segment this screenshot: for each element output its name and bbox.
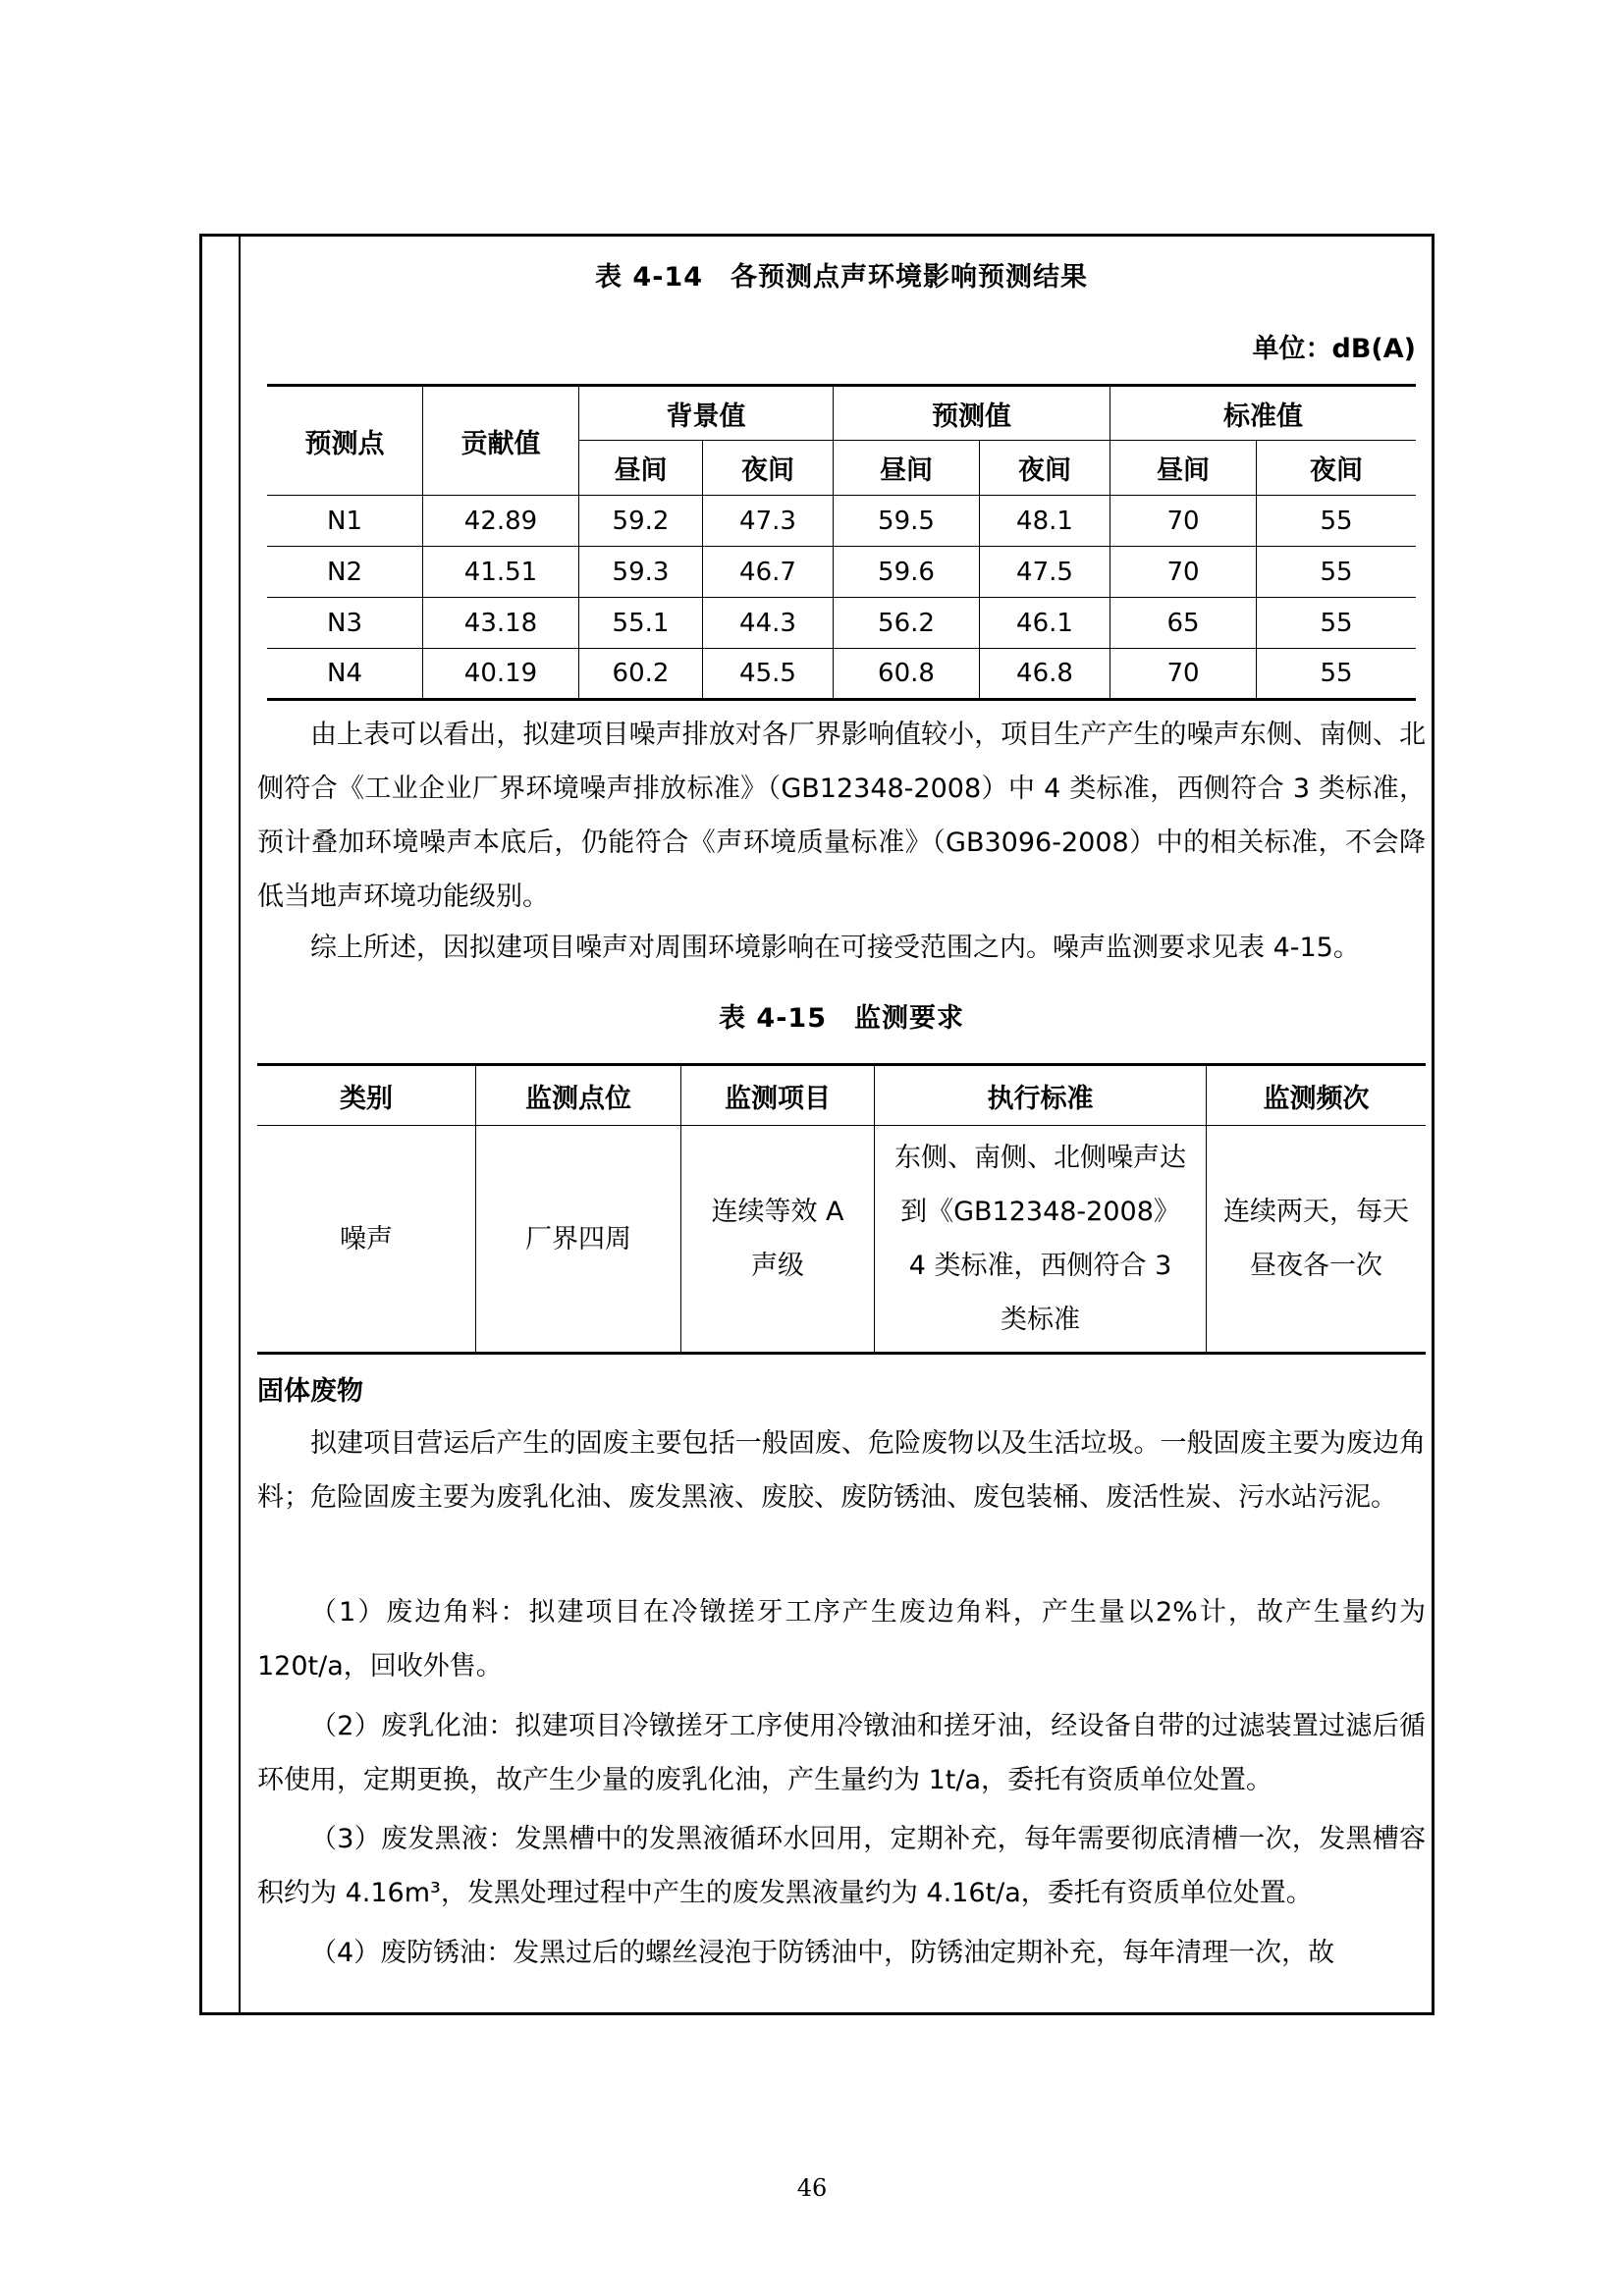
- cell: 46.1: [980, 598, 1110, 649]
- table-row: [267, 496, 1416, 547]
- cell: 42.89: [423, 496, 579, 547]
- cell: 46.8: [980, 649, 1110, 700]
- header-location: 监测点位: [476, 1065, 681, 1126]
- cell-category: 噪声: [257, 1126, 476, 1354]
- cell: 70: [1110, 649, 1257, 700]
- cell: 48.1: [980, 496, 1110, 547]
- header-standard: 执行标准: [875, 1065, 1207, 1126]
- header-frequency: 监测频次: [1207, 1065, 1427, 1126]
- paragraph-waste-emulsion: （2）废乳化油：拟建项目冷镦搓牙工序使用冷镦油和搓牙油，经设备自带的过滤装置过滤后循环使用，定期更换，故产生少量的废乳化油，产生量约为 1t/a，委托有资质单位处置。: [257, 1711, 1426, 1795]
- cell: 46.7: [703, 547, 834, 598]
- cell: 45.5: [703, 649, 834, 700]
- table-row: [267, 649, 1416, 700]
- cell: 41.51: [423, 547, 579, 598]
- header-night: 夜间: [703, 441, 834, 496]
- frame-margin-line: [239, 234, 241, 2015]
- cell: 70: [1110, 547, 1257, 598]
- cell: 59.5: [834, 496, 980, 547]
- cell-frequency: 连续两天，每天昼夜各一次: [1207, 1126, 1427, 1354]
- header-category: 类别: [257, 1065, 476, 1126]
- cell: 43.18: [423, 598, 579, 649]
- cell-location: 厂界四周: [476, 1126, 681, 1354]
- header-day: 昼间: [834, 441, 980, 496]
- cell: N3: [267, 598, 423, 649]
- table-4-14-title: 表 4-14 各预测点声环境影响预测结果: [595, 262, 1088, 293]
- header-night: 夜间: [980, 441, 1110, 496]
- header-background: 背景值: [579, 386, 834, 441]
- section-heading-solid-waste: 固体废物: [257, 1376, 363, 1407]
- header-predicted: 预测值: [834, 386, 1110, 441]
- paragraph-scrap: （1）废边角料：拟建项目在冷镦搓牙工序产生废边角料，产生量以2%计，故产生量约为120t/a，回收外售。: [257, 1597, 1426, 1682]
- cell: N1: [267, 496, 423, 547]
- header-night: 夜间: [1257, 441, 1417, 496]
- paragraph-noise-summary: 综上所述，因拟建项目噪声对周围环境影响在可接受范围之内。噪声监测要求见表 4-15。: [310, 933, 1360, 963]
- paragraph-solid-waste-overview: 拟建项目营运后产生的固废主要包括一般固废、危险废物以及生活垃圾。一般固废主要为废边角料；危险固废主要为废乳化油、废发黑液、废胶、废防锈油、废包装桶、废活性炭、污水站污泥。: [257, 1428, 1426, 1513]
- cell: 60.8: [834, 649, 980, 700]
- table-row: [267, 547, 1416, 598]
- table-4-15-title: 表 4-15 监测要求: [719, 1003, 964, 1034]
- cell: 40.19: [423, 649, 579, 700]
- header-point: 预测点: [267, 386, 423, 496]
- noise-prediction-table: [267, 384, 1416, 701]
- cell: 65: [1110, 598, 1257, 649]
- header-contribution: 贡献值: [423, 386, 579, 496]
- cell: 44.3: [703, 598, 834, 649]
- cell: 60.2: [579, 649, 703, 700]
- header-standard: 标准值: [1110, 386, 1417, 441]
- header-day: 昼间: [579, 441, 703, 496]
- cell: 56.2: [834, 598, 980, 649]
- cell: 55.1: [579, 598, 703, 649]
- table-4-14-unit: 单位：dB(A): [1252, 334, 1416, 364]
- cell: 59.2: [579, 496, 703, 547]
- cell-standard: 东侧、南侧、北侧噪声达到《GB12348-2008》4 类标准，西侧符合 3 类标准: [875, 1126, 1207, 1354]
- cell: N4: [267, 649, 423, 700]
- paragraph-noise-conclusion: 由上表可以看出，拟建项目噪声排放对各厂界影响值较小，项目生产产生的噪声东侧、南侧、北侧符合《工业企业厂界环境噪声排放标准》（GB12348-2008）中 4 类标准，西侧符合 3 类标准，预计叠加环境噪声本底后，仍能符合《声环境质量标准》（GB3096-2008）中的相关标准，不会降低当地声环境功能级别。: [257, 720, 1426, 912]
- table-row: [257, 1126, 1426, 1354]
- cell: 59.3: [579, 547, 703, 598]
- cell: 59.6: [834, 547, 980, 598]
- cell-item: 连续等效 A 声级: [681, 1126, 875, 1354]
- table-row: [267, 598, 1416, 649]
- cell: 70: [1110, 496, 1257, 547]
- header-item: 监测项目: [681, 1065, 875, 1126]
- cell: N2: [267, 547, 423, 598]
- cell: 55: [1257, 547, 1417, 598]
- cell: 55: [1257, 649, 1417, 700]
- paragraph-waste-antirust-oil: （4）废防锈油：发黑过后的螺丝浸泡于防锈油中，防锈油定期补充，每年清理一次，故: [310, 1938, 1335, 1968]
- cell: 55: [1257, 496, 1417, 547]
- page-number: 46: [796, 2174, 828, 2202]
- header-day: 昼间: [1110, 441, 1257, 496]
- cell: 47.3: [703, 496, 834, 547]
- cell: 55: [1257, 598, 1417, 649]
- paragraph-waste-blackening-liquid: （3）废发黑液：发黑槽中的发黑液循环水回用，定期补充，每年需要彻底清槽一次，发黑槽容积约为 4.16m³，发黑处理过程中产生的废发黑液量约为 4.16t/a，委托有资质单位处置。: [257, 1824, 1426, 1908]
- monitoring-requirements-table: [257, 1063, 1426, 1355]
- cell: 47.5: [980, 547, 1110, 598]
